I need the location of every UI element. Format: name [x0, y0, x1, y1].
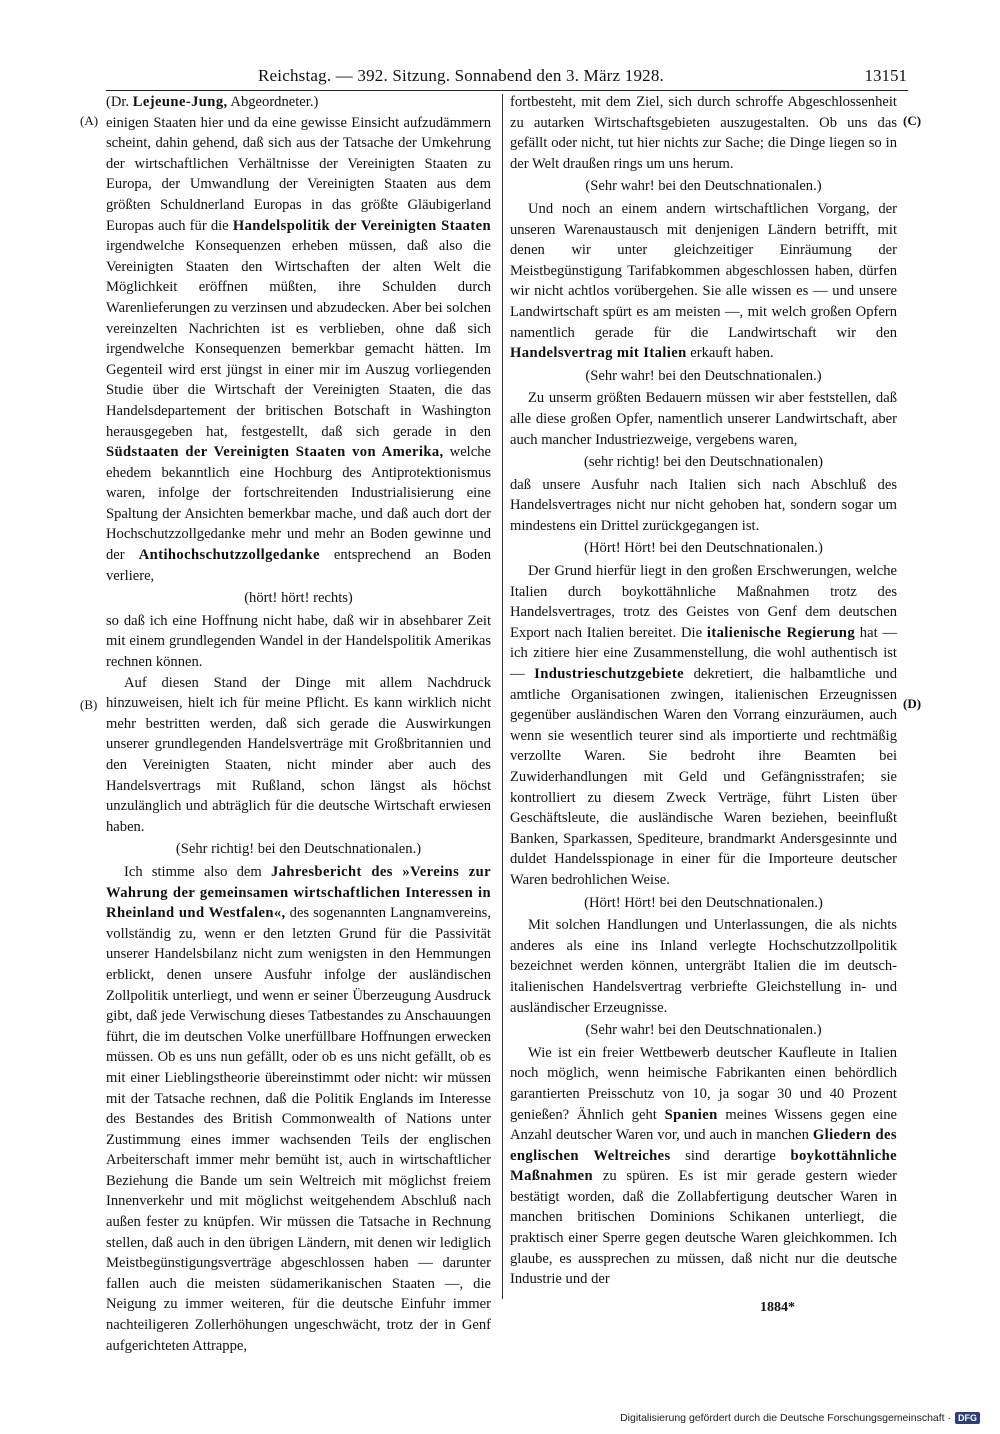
paragraph: Auf diesen Stand der Dinge mit allem Nachdruck hinzuweisen, hielt ich für meine Pflicht. Es kann wirklich nicht mehr bestritten werden, daß sich gerade die Auswirkungen unserer grundlegenden Handelsverträge mit Großbritannien und den Vereinigten Staaten, nicht minder aber auch des Handelsvertrags mit Rußland, schon längst als höchst unzulänglich und abträglich für die deutsche Wirtschaft erwiesen haben. [106, 674, 491, 835]
interjection: (Hört! Hört! bei den Deutschnationalen.) [584, 894, 823, 911]
interjection: (Sehr wahr! bei den Deutschnationalen.) [585, 178, 822, 195]
paragraph: Der Grund hierfür liegt in den großen Erschwerungen, welche Italien durch boykottähnliche Maßnahmen trotz des Handelsvertrages, trotz des Geistes von Genf dem deutschen Export nach Italien bereitet. Die italienische Regierung hat — ich zitiere hier eine Zusammenstellung, die wohl authentisch ist — Industrieschutzgebiete dekretiert, die halbamtliche und amtliche Organisationen zwingen, italienischen Erzeugnissen gegenüber ausländischen Waren den Vorrang einzuräumen, auch wenn sie wesentlich teurer sind als importierte und rechtmäßig verzollte Waren. Sie bedroht ihre Beamten bei Zuwiderhandlungen mit Geld und Gefängnisstrafen; sie kontrolliert zu diesem Zweck Verträge, führt Listen über Geschäftsleute, die ausländische Waren beziehen, beeinflußt Banken, Sparkassen, Spediteure, brandmarkt Andersgesinnte und duldet Handelsspionage in einer für die Importeure deutscher Waren bedrohlichen Weise. [510, 563, 897, 888]
right-column [510, 92, 897, 1290]
page-header [112, 64, 907, 90]
interjection: (Sehr wahr! bei den Deutschnationalen.) [585, 367, 822, 384]
paragraph: einigen Staaten hier und da eine gewisse Einsicht aufzudämmern scheint, dahin gehend, daß sich aus der Tatsache der Umkehrung der wirtschaftlichen Verhältnisse der Vereinigten Staaten zu Europa, der Umwandlung der Vereinigten Staaten aus dem größten Schuldnerland Europas in das größte Gläubigerland Europas auch für die Handelspolitik der Vereinigten Staaten irgendwelche Konsequenzen erheben müssen, daß also die Vereinigten Staaten den Wirtschaften der alten Welt die Möglichkeit eröffnen müßten, ihre Schulden durch Warenlieferungen zu verzinsen und abzudecken. Aber bei solchen vereinzelten Nachrichten ist es verblieben, ohne daß sich irgendwelche Konsequenzen bemerkbar gemacht hätten. Im Gegenteil wird erst jüngst in einer mir im Auszug vorliegenden Studie über die Wirtschaft der Vereinigten Staaten, die das Handelsdepartement der britischen Botschaft in Washington herausgegeben hat, festgestellt, daß sich gerade in den Südstaaten der Vereinigten Staaten von Amerika, welche ehedem bekanntlich eine Hochburg des Antiprotektionismus waren, infolge der fortschreitenden Industrialisierung eine Spaltung der Ansichten bemerkbar mache, und daß auch dort der Hochschutzzollgedanke mehr und mehr an Boden gewinne und der Antihochschutzzollgedanke entsprechend an Boden verliere, [106, 114, 492, 584]
digitization-footer [620, 1412, 980, 1424]
paragraph: fortbesteht, mit dem Ziel, sich durch schroffe Abgeschlossenheit zu autarken Wirtschaftsgebieten auszugestalten. Ob uns das gefällt oder nicht, tut hier nichts zur Sache; die Dinge liegen so in der Welt draußen rings um uns herum. [510, 94, 897, 172]
paragraph: Wie ist ein freier Wettbewerb deutscher Kaufleute in Italien noch möglich, wenn heimische Fabrikanten einen behördlich garantierten Preisschutz von 10, ja sogar 30 und 40 Prozent genießen? Ähnlich geht Spanien meines Wissens gegen eine Anzahl deutscher Waren vor, und auch in manchen Gliedern des englischen Weltreiches sind derartige boykottähnliche Maßnahmen zu spüren. Es ist mir gerade gestern wieder bestätigt worden, daß die Zollabfertigung deutscher Waren in manchen britischen Dominions Schikanen unterliegt, die praktisch einer Sperre gegen deutsche Waren gleichkommen. Ich glaube, es aussprechen zu müssen, daß nicht nur die deutsche Industrie und der [510, 1044, 897, 1288]
page-number: 13151 [864, 66, 907, 85]
header-rule [106, 90, 908, 91]
paragraph: Ich stimme also dem Jahresbericht des »Vereins zur Wahrung der gemeinsamen wirtschaftlichen Interessen in Rheinland und Westfalen«, des sogenannten Langnamvereins, vollständig zu, wenn er den letzten Grund für die Passivität unserer Handelsbilanz nicht zum wenigsten in den Hemmungen erblickt, denen unsere Ausfuhr infolge der ausländischen Zollpolitik unterliegt, und wenn er seiner Überzeugung Ausdruck gibt, daß jede Verwischung dieses Tatbestandes zu Anschauungen führt, die im deutschen Volke unerfüllbare Hoffnungen erwecken müssen. Ob es uns nun gefällt, oder ob es uns nicht gefällt, ob es mit einer Lieblingstheorie übereinstimmt oder nicht: wir müssen mit der Tatsache rechnen, daß die Politik Englands im Interesse des Bestandes des British Commonwealth of Nations unter Zustimmung eines immer wachsenden Teils der englischen Arbeiterschaft immer mehr bemüht ist, auch in wirtschaftlicher Beziehung die Bande um sein Weltreich mit möglichst freiem Innenverkehr und mit möglichst weitgehendem Abschluß nach außen fester zu knüpfen. Wir müssen die Tatsache in Rechnung stellen, daß auch in den übrigen Ländern, mit denen wir lediglich Meistbegünstigungsverträge abgeschlossen haben — darunter fallen auch die meisten südamerikanischen Staaten —, die Neigung zu immer weiteren, für die deutsche Einfuhr immer nachteiligeren Zollerhöhungen ungeschwächt, trotz der in Genf aufgerichteten Attrappe, [106, 863, 492, 1354]
interjection: (sehr richtig! bei den Deutschnationalen) [583, 454, 824, 471]
paragraph: daß unsere Ausfuhr nach Italien sich nach Abschluß des Handelsvertrages nicht nur nicht gehoben hat, sondern sogar um mindestens ein Drittel zurückgegangen ist. [510, 476, 897, 534]
interjection: (hört! hört! rechts) [244, 590, 353, 607]
paragraph: Und noch an einem andern wirtschaftlichen Vorgang, der unseren Warenaustausch mit denjenigen Ländern betrifft, mit denen wir unter gleichzeitiger Einräumung der Meistbegünstigung Tarifabkommen abgeschlossen haben, dürfen wir nicht achtlos vorübergehen. Sie alle wissen es — und unsere Landwirtschaft spürt es am meisten —, mit welch großen Opfern namentlich gerade für die Landwirtschaft wir den Handelsvertrag mit Italien erkauft haben. [510, 200, 897, 362]
interjection: (Sehr richtig! bei den Deutschnationalen.) [175, 841, 422, 858]
left-column [106, 92, 491, 1356]
margin-mark-a: (A) [80, 113, 99, 128]
margin-mark-b: (B) [80, 697, 98, 712]
dfg-logo-icon: DFG [955, 1412, 980, 1424]
interjection: (Sehr wahr! bei den Deutschnationalen.) [585, 1022, 822, 1039]
running-title: Reichstag. — 392. Sitzung. Sonnabend den 3. März 1928. [258, 66, 664, 85]
sheet-signature: 1884* [760, 1300, 795, 1315]
margin-mark-c: (C) [903, 113, 922, 128]
paragraph: Zu unserm größten Bedauern müssen wir aber feststellen, daß alle diese großen Opfer, namentlich unserer Landwirtschaft, aber auch mancher Industriezweige, vergebens waren, [510, 390, 897, 448]
paragraph: Mit solchen Handlungen und Unterlassungen, die als nichts anderes als eine ins Inland verlegte Hochschutzzollpolitik bezeichnet werden können, untergräbt Italien die im deutsch-italienischen Handelsvertrag verbriefte Gleichstellung in- und ausländischer Erzeugnisse. [510, 917, 897, 1016]
footer-text: Digitalisierung gefördert durch die Deutsche Forschungsgemeinschaft · [620, 1412, 951, 1424]
interjection: (Hört! Hört! bei den Deutschnationalen.) [584, 540, 823, 557]
paragraph: so daß ich eine Hoffnung nicht habe, daß wir in absehbarer Zeit mit einem grundlegenden Wandel in der Handelspolitik Amerikas rechnen können. [106, 612, 491, 671]
speaker-name: Lejeune-Jung, [132, 94, 228, 110]
column-divider [502, 94, 503, 1299]
speaker-byline: (Dr. Lejeune-Jung, Abgeordneter.) [106, 94, 319, 110]
margin-mark-d: (D) [903, 696, 922, 711]
